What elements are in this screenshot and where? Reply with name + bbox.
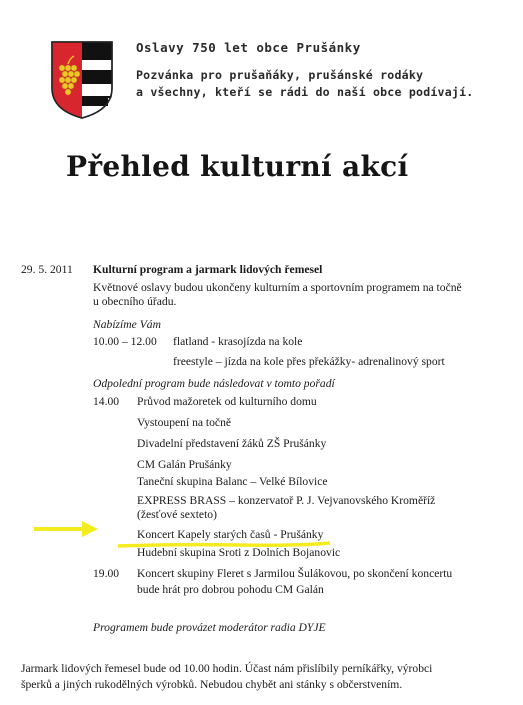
footer-line-2: šperků a jiných rukodělných výrobků. Nebudou chybět ani stánky s občerstvením. bbox=[21, 678, 403, 691]
header-title: Oslavy 750 let obce Prušánky bbox=[136, 40, 361, 55]
afternoon-item: (žesťové sexteto) bbox=[137, 508, 217, 521]
morning-item-2: freestyle – jízda na kole přes překážky- adrenalinový sport bbox=[173, 355, 445, 368]
event-intro-line-2: u obecního úřadu. bbox=[93, 295, 177, 308]
footer-line-1: Jarmark lidových řemesel bude od 10.00 hodin. Účast nám přislíbily perníkářky, výrobci bbox=[21, 662, 433, 675]
afternoon-time: 14.00 bbox=[93, 395, 120, 408]
morning-time: 10.00 – 12.00 bbox=[93, 335, 157, 348]
event-date: 29. 5. 2011 bbox=[21, 263, 73, 276]
afternoon-item: Vystoupení na točně bbox=[137, 416, 232, 429]
event-intro-line-1: Květnové oslavy budou ukončeny kulturním a sportovním programem na točně bbox=[93, 281, 462, 294]
document-title: Přehled kulturní akcí bbox=[66, 150, 409, 183]
header-subtitle-line-2: a všechny, kteří se rádi do naší obce podívají. bbox=[136, 85, 474, 99]
event-heading: Kulturní program a jarmark lidových řemesel bbox=[93, 263, 323, 276]
highlight-arrow-icon bbox=[34, 521, 98, 537]
header bbox=[136, 40, 473, 101]
afternoon-item: Hudební skupina Sroti z Dolních Bojanovic bbox=[137, 546, 341, 559]
evening-line-2: bude hrát pro dobrou pohodu CM Galán bbox=[137, 583, 324, 596]
afternoon-label: Odpolední program bude následovat v tomto pořadí bbox=[93, 377, 335, 390]
header-subtitle-line-1: Pozvánka pro prušaňáky, prušánské rodáky bbox=[136, 68, 424, 82]
header-subtitle bbox=[136, 67, 473, 101]
moderator-note: Programem bude provázet moderátor radia DYJE bbox=[93, 621, 326, 634]
municipal-crest-icon bbox=[50, 40, 114, 120]
highlight-underline bbox=[118, 541, 330, 549]
afternoon-item: EXPRESS BRASS – konzervatoř P. J. Vejvanovského Kroměříž bbox=[137, 494, 436, 507]
afternoon-item-highlighted: Koncert Kapely starých časů - Prušánky bbox=[137, 528, 324, 541]
afternoon-item: Taneční skupina Balanc – Velké Bílovice bbox=[137, 475, 328, 488]
afternoon-item: Divadelní představení žáků ZŠ Prušánky bbox=[137, 437, 327, 450]
afternoon-item: Průvod mažoretek od kulturního domu bbox=[137, 395, 317, 408]
offer-label: Nabízíme Vám bbox=[93, 318, 161, 331]
evening-time: 19.00 bbox=[93, 567, 120, 580]
morning-item-1: flatland - krasojízda na kole bbox=[173, 335, 303, 348]
afternoon-item: CM Galán Prušánky bbox=[137, 458, 232, 471]
evening-line-1: Koncert skupiny Fleret s Jarmilou Šulákovou, po skončení koncertu bbox=[137, 567, 453, 580]
